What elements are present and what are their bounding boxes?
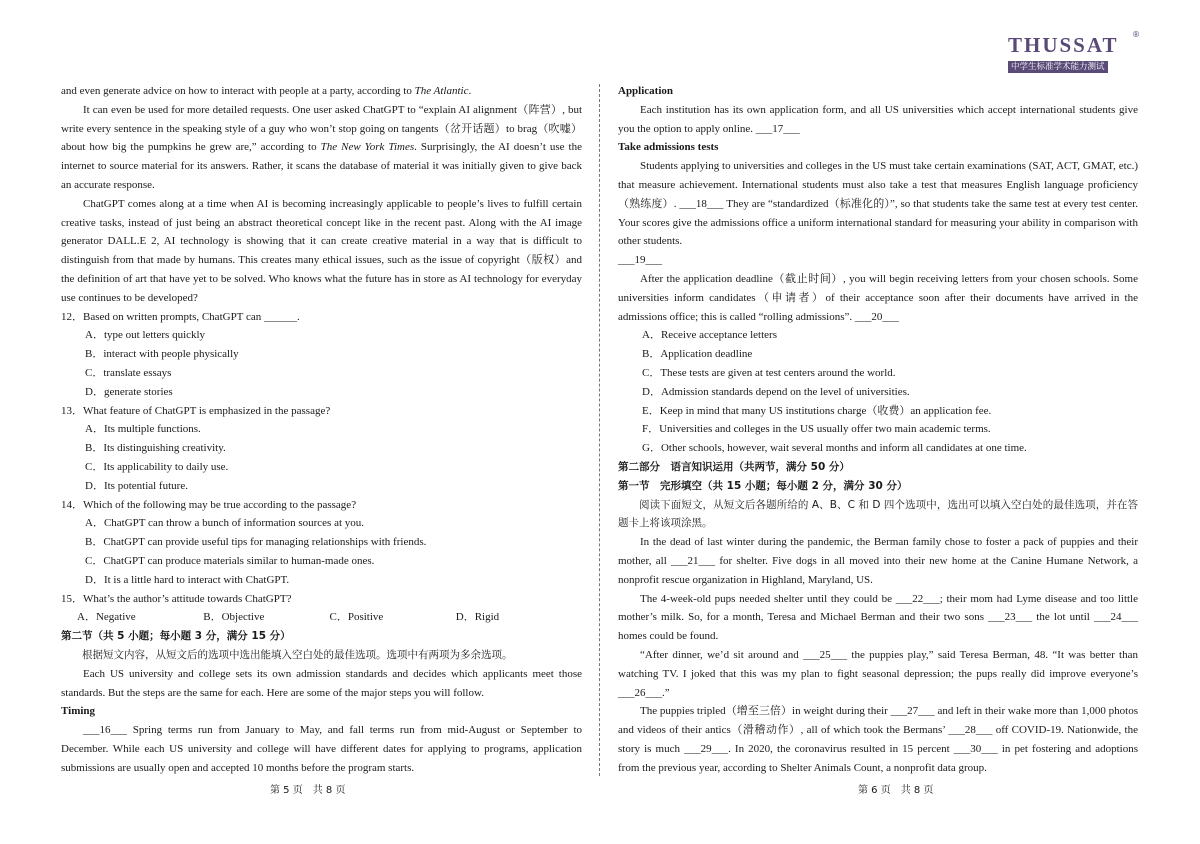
part-heading: 第二部分 语言知识运用（共两节，满分 50 分） [618, 460, 850, 473]
section-heading: 第二节（共 5 小题；每小题 3 分，满分 15 分） [61, 630, 291, 643]
option: A．Negative [77, 611, 136, 624]
registered-mark: ® [1132, 30, 1140, 39]
left-column [61, 82, 582, 777]
option: A．type out letters quickly [85, 329, 206, 342]
option: D．It is a little hard to interact with ChatGPT. [85, 573, 290, 586]
option: B．Application deadline [642, 348, 753, 361]
question-14: 14．Which of the following may be true according to the passage? [61, 498, 357, 511]
option: B．ChatGPT can provide useful tips for managing relationships with friends. [85, 536, 427, 549]
page-number-right: 第 6 页 共 8 页 [858, 785, 934, 796]
section-instruction: 根据短文内容，从短文后的选项中选出能填入空白处的最佳选项。选项中有两项为多余选项。 [82, 648, 513, 661]
right-column [618, 82, 1138, 777]
paragraph: In the dead of last winter during the pandemic, the Berman family chose to foster a pack of puppies and their mother, all ___21___ for shelter. Five dogs in all moved into their new home at the Canine Humane Network, a nonprofit rescue organization in Highland, Maryland, US. [618, 536, 1138, 586]
paragraph: “After dinner, we’d sit around and ___25___ the puppies play,” said Teresa Berman, 48. “It was better than watching TV. I joked that this was my plan to fight seasonal depression; the pups really did improve everyone’s ___26___.” [618, 648, 1138, 699]
option: D．Rigid [455, 611, 500, 624]
logo-brand: THUSSAT [1008, 33, 1119, 57]
option: C．Positive [329, 611, 384, 624]
question-12: 12．Based on written prompts, ChatGPT can ______. [61, 310, 300, 323]
option: B．Its distinguishing creativity. [85, 442, 226, 455]
subheading-timing: Timing [61, 705, 96, 718]
paragraph: Each institution has its own application form, and all US universities which accept international students give you the option to apply online. ___17___ [618, 103, 1138, 135]
subheading-application: Application [618, 85, 674, 97]
paragraph: ___19___ [618, 254, 662, 267]
question-15-options [61, 608, 582, 627]
option: D．Admission standards depend on the level of universities. [642, 385, 910, 398]
paragraph: After the application deadline（截止时间）, you will begin receiving letters from your chosen schools. Some universities inform candidates（申请者）of their acceptance soon after their documents have arrived in the admissions office; this is called “rolling admissions”. ___20___ [618, 272, 1138, 323]
paragraph: ChatGPT comes along at a time when AI is becoming increasingly applicable to people’s lives to fulfill certain creative tasks, instead of just being an abstract theoretical concept like in the recent past. Along with the AI image generator DALL.E 2, AI technology is showing that it can create creative material in a way that is difficult to distinguish from that made by humans. This creates many ethical issues, such as the issue of copyright（版权）and the definition of art that have yet to be solved. Who knows what the future has in store as AI technology for everyday use continues to be developed? [61, 197, 582, 304]
paragraph: It can even be used for more detailed requests. One user asked ChatGPT to “explain AI alignment（阵营）, but write every sentence in the speaking style of a guy who won’t stop going on tangents（岔开话题）to brag（吹嘘）about how big the pumpkins he grew are,” according to The New York Times. Surprisingly, the AI doesn’t use the internet to source material for its answers. Rather, it scans the database of material it was initially given to give back an accurate response. [61, 103, 582, 191]
option: B．Objective [203, 611, 265, 624]
option: C．ChatGPT can produce materials similar to human-made ones. [85, 554, 375, 567]
paragraph: Students applying to universities and colleges in the US must take certain examinations (SAT, ACT, GMAT, etc.) that measure achievement. International students must also take a test that measures English language proficiency（熟练度）. ___18___ They are “standardized（标准化的）”, so that students take the same test at every test center. Your scores give the admissions office a uniform international standard for measuring your ability in comparison with other students. [618, 160, 1138, 248]
question-15: 15．What’s the author’s attitude towards ChatGPT? [61, 592, 292, 605]
paragraph: The puppies tripled（增至三倍）in weight during their ___27___ and left in their wake more than 1,000 photos and videos of their antics（滑稽动作）, all of which took the Bermans’ ___28___ off COVID-19. Nationwide, the story is much ___29___. In 2020, the coronavirus resulted in 15 percent ___30___ in pet fostering and adoptions from the previous year, according to Shelter Animals Count, a nonprofit data group. [618, 705, 1138, 774]
option: C．These tests are given at test centers around the world. [642, 366, 896, 379]
page-number-left: 第 5 页 共 8 页 [270, 785, 346, 796]
section-heading: 第一节 完形填空（共 15 小题；每小题 2 分，满分 30 分） [618, 479, 908, 492]
option: D．generate stories [85, 385, 173, 398]
paragraph: Each US university and college sets its own admission standards and decides which applicants meet those standards. But the steps are the same for each. Here are some of the major steps you will follow. [61, 667, 582, 699]
logo-subtitle: 中学生标准学术能力测试 [1008, 61, 1108, 73]
option: A．Its multiple functions. [85, 423, 201, 436]
section-instruction: 阅读下面短文，从短文后各题所给的 A、B、C 和 D 四个选项中，选出可以填入空白处的最佳选项，并在答题卡上将该项涂黑。 [618, 498, 1138, 530]
option: C．translate essays [85, 366, 172, 379]
column-divider [599, 84, 600, 776]
option: D．Its potential future. [85, 479, 188, 492]
option: A．ChatGPT can throw a bunch of information sources at you. [85, 517, 365, 530]
option: A．Receive acceptance letters [642, 329, 777, 342]
option: F．Universities and colleges in the US usually offer two main academic terms. [642, 423, 991, 436]
paragraph: ___16___ Spring terms run from January to May, and fall terms run from mid-August or September to December. While each US university and college will have different dates for applying to programs, application submissions are usually open and accepted 10 months before the program starts. [61, 724, 582, 774]
option: G．Other schools, however, wait several months and inform all candidates at one time. [642, 442, 1027, 455]
paragraph: and even generate advice on how to interact with people at a party, according to The Atlantic. [61, 85, 472, 97]
question-13: 13．What feature of ChatGPT is emphasized in the passage? [61, 404, 331, 417]
option: C．Its applicability to daily use. [85, 460, 229, 473]
option: B．interact with people physically [85, 348, 239, 361]
subheading-tests: Take admissions tests [618, 141, 719, 154]
paragraph: The 4-week-old pups needed shelter until they could be ___22___; their mom had Lyme disease and too little mother’s milk. So, for a month, Teresa and Michael Berman and their two sons ___23___ the lot until ___24___ homes could be found. [618, 592, 1138, 643]
option: E．Keep in mind that many US institutions charge（收费）an application fee. [642, 404, 992, 417]
thussat-logo [1008, 30, 1140, 74]
